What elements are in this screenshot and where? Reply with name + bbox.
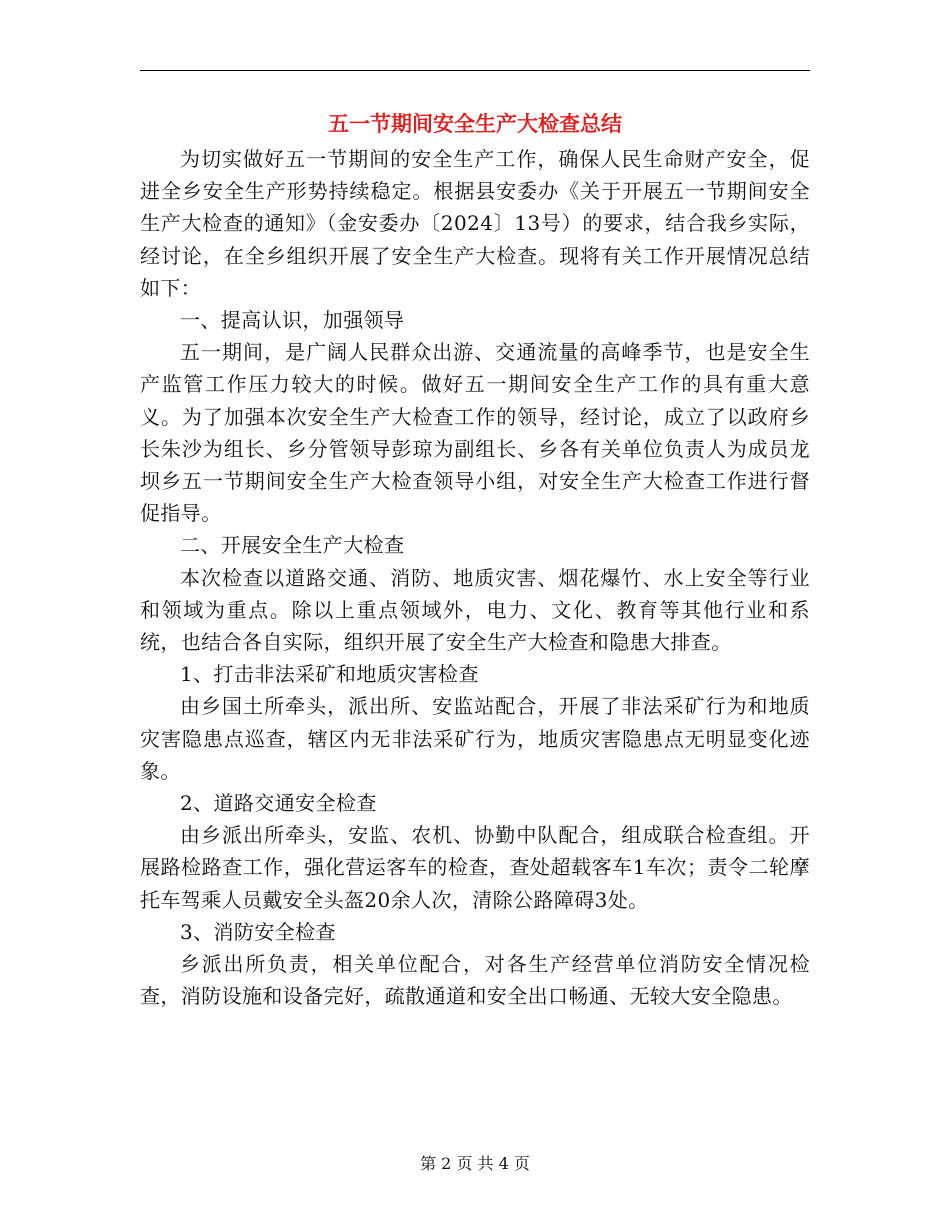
section-1-paragraph: 五一期间，是广阔人民群众出游、交通流量的高峰季节，也是安全生产监管工作压力较大的时候。做好五一期间安全生产工作的具有重大意义。为了加强本次安全生产大检查工作的领导，经讨论，成立了以政府乡长朱沙为组长、乡分管领导彭琼为副组长、乡各有关单位负责人为成员龙坝乡五一节期间安全生产大检查领导小组，对安全生产大检查工作进行督促指导。 — [140, 340, 810, 526]
footer-suffix: 页 — [513, 1154, 530, 1173]
section-heading-2: 二、开展安全生产大检查 — [180, 533, 405, 558]
intro-paragraph: 为切实做好五一节期间的安全生产工作，确保人民生命财产安全，促进全乡安全生产形势持续稳定。根据县安委办《关于开展五一节期间安全生产大检查的通知》（金安委办〔2024〕13号）的要求，结合我乡实际，经讨论，在全乡组织开展了安全生产大检查。现将有关工作开展情况总结如下： — [140, 147, 810, 300]
subsection-heading-2: 2、道路交通安全检查 — [180, 791, 377, 816]
subsection-heading-3: 3、消防安全检查 — [180, 919, 336, 944]
footer-middle: 页 共 — [456, 1154, 494, 1173]
footer-page-number: 2 — [441, 1154, 452, 1173]
subsection-3-paragraph: 乡派出所负责，相关单位配合，对各生产经营单位消防安全情况检查，消防设施和设备完好，疏散通道和安全出口畅通、无较大安全隐患。 — [140, 952, 810, 1009]
subsection-2-paragraph: 由乡派出所牵头，安监、农机、协勤中队配合，组成联合检查组。开展路检路查工作，强化营运客车的检查，查处超载客车1车次；责令二轮摩托车驾乘人员戴安全头盔20余人次，清除公路障碍3处。 — [140, 823, 810, 912]
section-2-paragraph: 本次检查以道路交通、消防、地质灾害、烟花爆竹、水上安全等行业和领域为重点。除以上重点领域外，电力、文化、教育等其他行业和系统，也结合各自实际，组织开展了安全生产大检查和隐患大排查。 — [140, 565, 810, 655]
subsection-heading-1: 1、打击非法采矿和地质灾害检查 — [180, 662, 479, 687]
page-footer — [0, 1152, 950, 1176]
footer-total-pages: 4 — [498, 1154, 509, 1173]
document-title: 五一节期间安全生产大检查总结 — [328, 111, 622, 136]
section-heading-1: 一、提高认识，加强领导 — [180, 308, 405, 333]
document-body — [140, 143, 810, 1012]
subsection-1-paragraph: 由乡国土所牵头，派出所、安监站配合，开展了非法采矿行为和地质灾害隐患点巡查，辖区内无非法采矿行为，地质灾害隐患点无明显变化迹象。 — [140, 694, 810, 783]
footer-prefix: 第 — [420, 1154, 437, 1173]
header-rule — [140, 70, 810, 71]
